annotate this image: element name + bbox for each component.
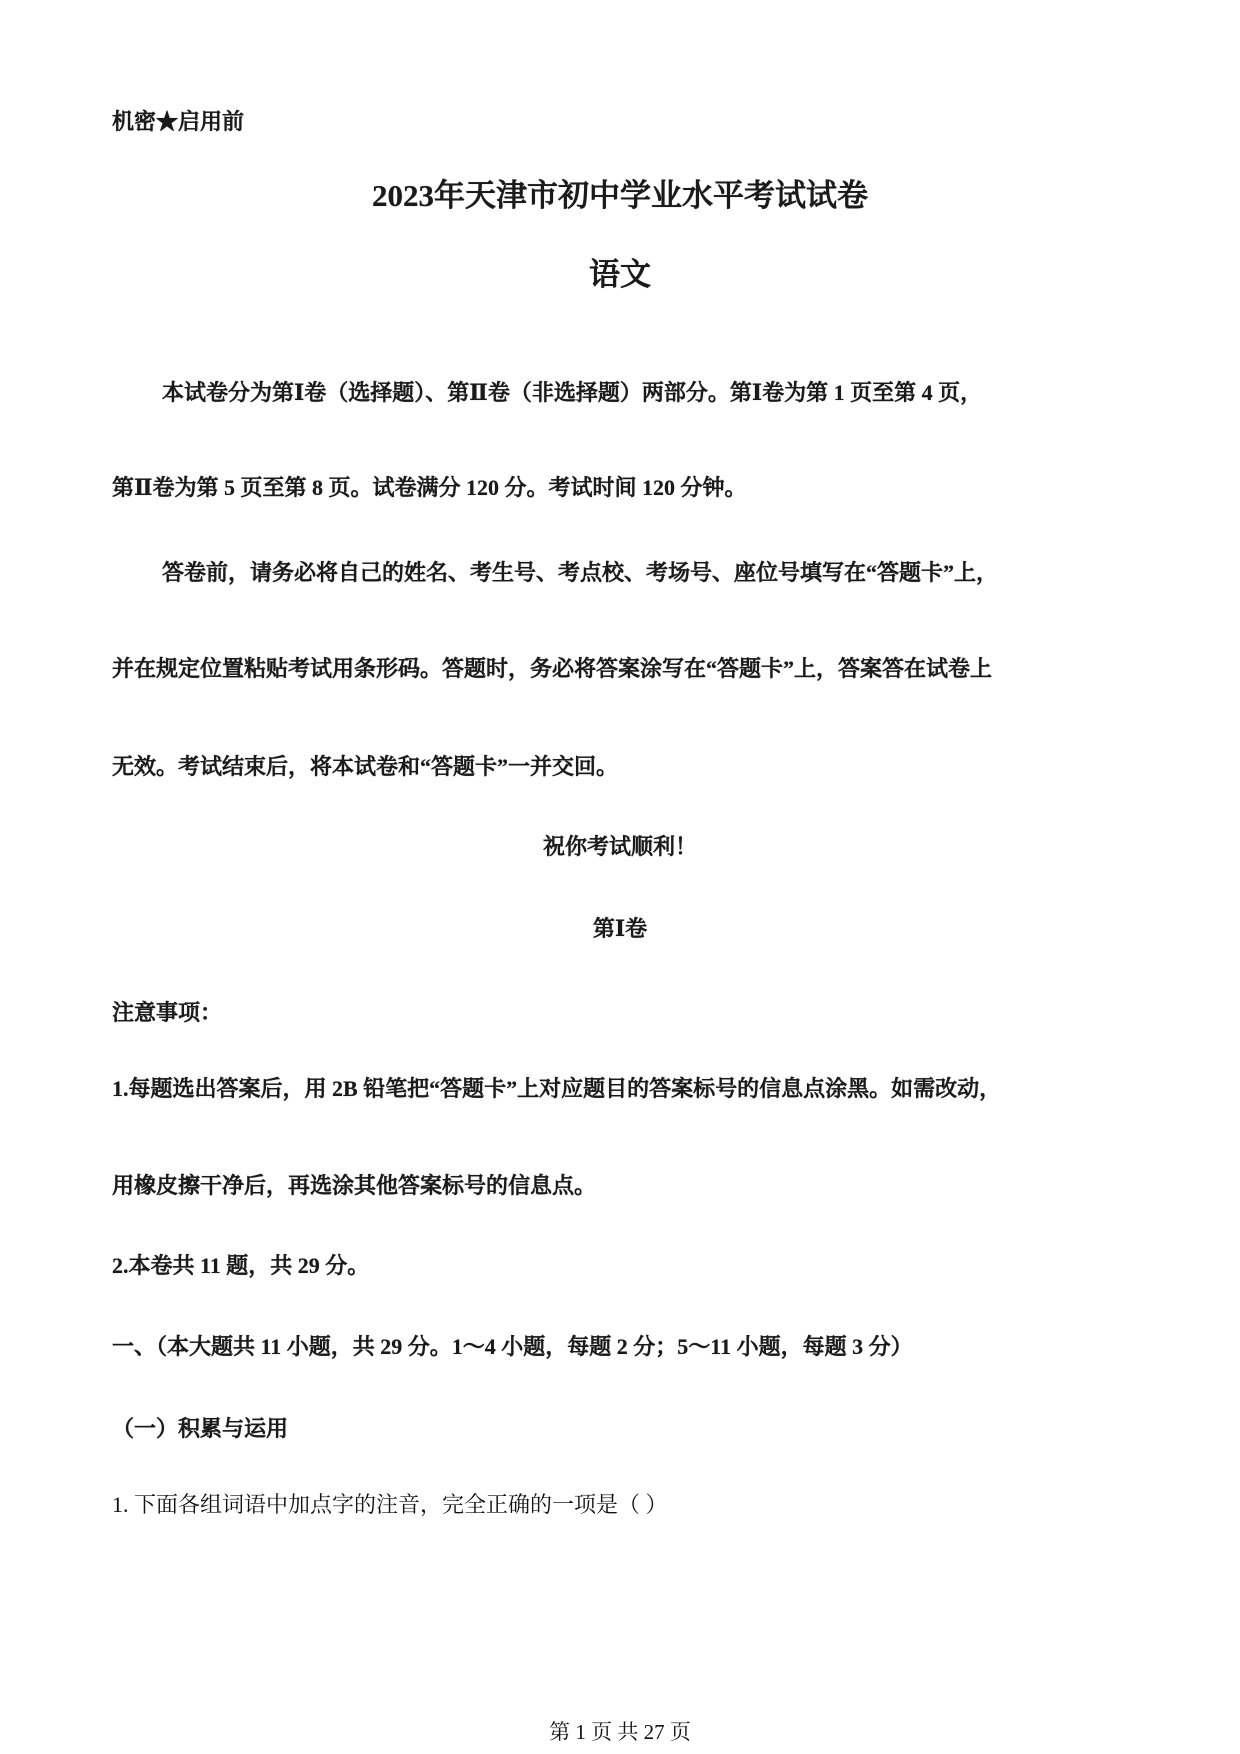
- exam-title: 2023年天津市初中学业水平考试试卷: [372, 178, 868, 213]
- notes-heading: 注意事项：: [112, 1000, 223, 1025]
- subject-title: 语文: [589, 257, 651, 292]
- question-1: 1. 下面各组词语中加点字的注音，完全正确的一项是（ ）: [112, 1492, 668, 1517]
- confidential-mark: 机密★启用前: [112, 109, 245, 134]
- notes-item2: 2.本卷共 11 题，共 29 分。: [112, 1253, 370, 1278]
- instructions-para1-line2: 第Ⅱ卷为第 5 页至第 8 页。试卷满分 120 分。考试时间 120 分钟。: [112, 475, 747, 500]
- good-luck-message: 祝你考试顺利！: [542, 834, 697, 859]
- notes-item1-line1: 1.每题选出答案后，用 2B 铅笔把“答题卡”上对应题目的答案标号的信息点涂黑。如需改动，: [112, 1076, 1002, 1101]
- instructions-para1-line1: 本试卷分为第Ⅰ卷（选择题）、第Ⅱ卷（非选择题）两部分。第Ⅰ卷为第 1 页至第 4 页，: [162, 380, 983, 405]
- notes-item1-line2: 用橡皮擦干净后，再选涂其他答案标号的信息点。: [112, 1173, 597, 1198]
- instructions-para2-line3: 无效。考试结束后，将本试卷和“答题卡”一并交回。: [112, 754, 619, 779]
- subsection-one-heading: （一）积累与运用: [112, 1416, 289, 1441]
- part-one-heading: 第Ⅰ卷: [592, 916, 648, 941]
- page-indicator: 第 1 页 共 27 页: [549, 1720, 691, 1744]
- instructions-para2-line2: 并在规定位置粘贴考试用条形码。答题时，务必将答案涂写在“答题卡”上，答案答在试卷上: [112, 656, 993, 681]
- instructions-para2-line1: 答卷前，请务必将自己的姓名、考生号、考点校、考场号、座位号填写在“答题卡”上，: [162, 560, 999, 585]
- section-one-heading: 一、（本大题共 11 小题，共 29 分。1～4 小题，每题 2 分；5～11 小题，每题 3 分）: [112, 1334, 913, 1359]
